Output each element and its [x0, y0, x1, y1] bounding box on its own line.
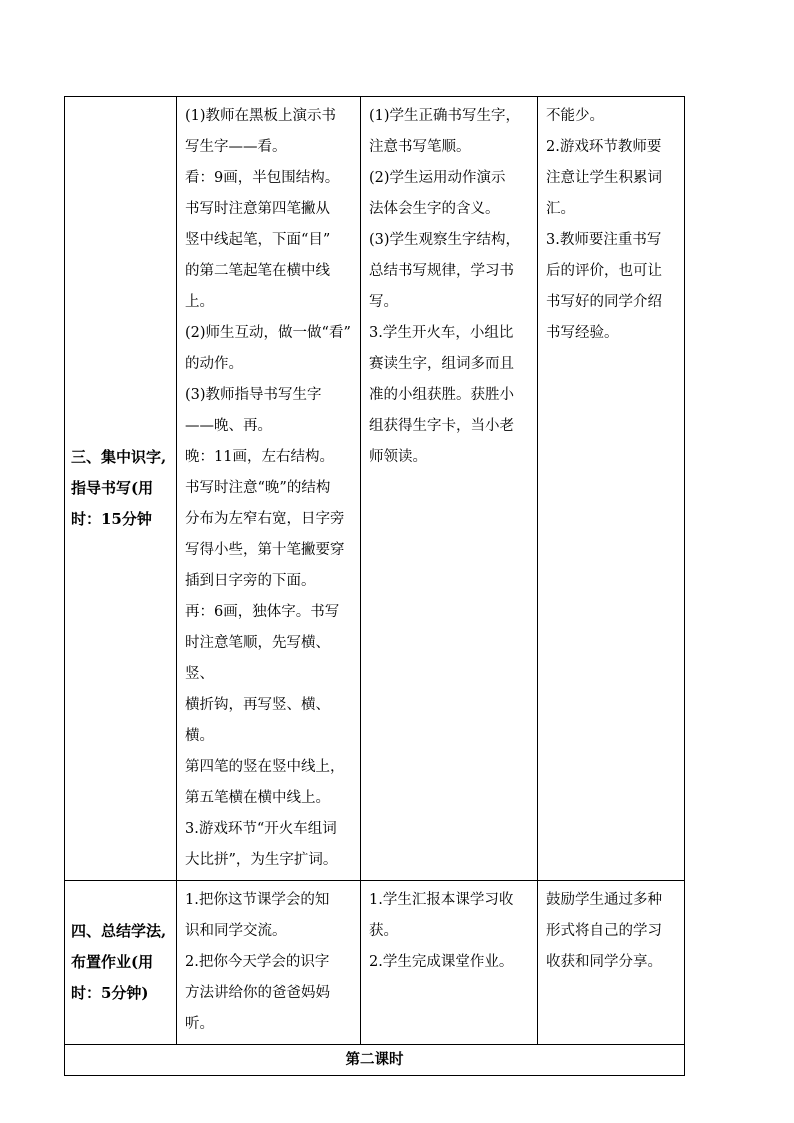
text-line: 写得小些，第十笔撇要穿 [185, 542, 345, 558]
text-line: 赛读生字，组词多而且 [369, 356, 514, 372]
text-line: (2)学生运用动作演示 [369, 170, 506, 186]
text-line: 获。 [369, 923, 398, 939]
section-title: 第二课时 [65, 1045, 685, 1076]
text-line: 3.学生开火车，小组比 [369, 325, 514, 341]
text-line: 法体会生字的含义。 [369, 201, 500, 217]
text-line: 第五笔横在横中线上。 [185, 790, 330, 806]
teacher-activity-cell [177, 97, 361, 881]
text-line: (1)教师在黑板上演示书 [185, 108, 337, 124]
design-notes-cell [538, 97, 685, 881]
text-line: (3)学生观察生字结构， [369, 232, 521, 248]
text-line: ——晚、再。 [185, 418, 272, 434]
text-line: 晚：11画，左右结构。 [185, 449, 334, 465]
text-line: 形式将自己的学习 [546, 923, 662, 939]
text-line: 收获和同学分享。 [546, 954, 662, 970]
text-line: 第四笔的竖在竖中线上， [185, 759, 345, 775]
text-line: 看：9画，半包围结构。 [185, 170, 340, 186]
text-line: 2.学生完成课堂作业。 [369, 954, 514, 970]
text-line: 师领读。 [369, 449, 427, 465]
text-line: 3.教师要注重书写 [546, 232, 662, 248]
text-line: 时注意笔顺，先写横、竖、 [185, 635, 330, 682]
text-line: 2.游戏环节教师要 [546, 139, 662, 155]
text-line: 上。 [185, 294, 214, 310]
text-line: 书写时注意“晚”的结构 [185, 480, 331, 496]
table-row [65, 1045, 685, 1076]
text-line: 注意让学生积累词 [546, 170, 662, 186]
text-line: 指导书写(用 [71, 479, 154, 497]
teacher-activity-cell [177, 881, 361, 1045]
text-line: 鼓励学生通过多种 [546, 892, 662, 908]
text-line: 听。 [185, 1016, 214, 1032]
text-line: 1.把你这节课学会的知 [185, 892, 330, 908]
text-line: 2.把你今天学会的识字 [185, 954, 330, 970]
text-line: (2)师生互动，做一做“看” [185, 325, 351, 341]
text-line: 插到日字旁的下面。 [185, 573, 316, 589]
text-line: 3.游戏环节“开火车组词 [185, 821, 337, 837]
text-line: 识和同学交流。 [185, 923, 287, 939]
text-line: 1.学生汇报本课学习收 [369, 892, 514, 908]
text-line: 后的评价，也可让 [546, 263, 662, 279]
text-line: 书写经验。 [546, 325, 619, 341]
text-line: 不能少。 [546, 108, 604, 124]
design-notes-cell [538, 881, 685, 1045]
text-line: 书写时注意第四笔撇从 [185, 201, 330, 217]
text-line: 分布为左窄右宽，日字旁 [185, 511, 345, 527]
text-line: 时：15分钟 [71, 510, 152, 528]
text-line: 再：6画，独体字。书写 [185, 604, 340, 620]
text-line: 四、总结学法, [71, 922, 167, 940]
lesson-plan-table [64, 96, 685, 1076]
text-line: 竖中线起笔，下面“目” [185, 232, 331, 248]
stage-cell [65, 97, 177, 881]
student-activity-cell [361, 881, 538, 1045]
text-line: 写生字——看。 [185, 139, 287, 155]
text-line: 写。 [369, 294, 398, 310]
text-line: 大比拼”，为生字扩词。 [185, 852, 338, 868]
text-line: 书写好的同学介绍 [546, 294, 662, 310]
table-row [65, 881, 685, 1045]
text-line: (1)学生正确书写生字， [369, 108, 521, 124]
text-line: 的动作。 [185, 356, 243, 372]
text-line: 注意书写笔顺。 [369, 139, 471, 155]
text-line: 布置作业(用 [71, 953, 154, 971]
text-line: (3)教师指导书写生字 [185, 387, 322, 403]
text-line: 准的小组获胜。获胜小 [369, 387, 514, 403]
text-line: 组获得生字卡，当小老 [369, 418, 514, 434]
text-line: 三、集中识字, [71, 448, 167, 466]
student-activity-cell [361, 97, 538, 881]
stage-cell [65, 881, 177, 1045]
text-line: 方法讲给你的爸爸妈妈 [185, 985, 330, 1001]
text-line: 总结书写规律，学习书 [369, 263, 514, 279]
text-line: 汇。 [546, 201, 575, 217]
table-row [65, 97, 685, 881]
text-line: 的第二笔起笔在横中线 [185, 263, 330, 279]
text-line: 横折钩，再写竖、横、横。 [185, 697, 330, 744]
text-line: 时：5分钟) [71, 984, 149, 1002]
